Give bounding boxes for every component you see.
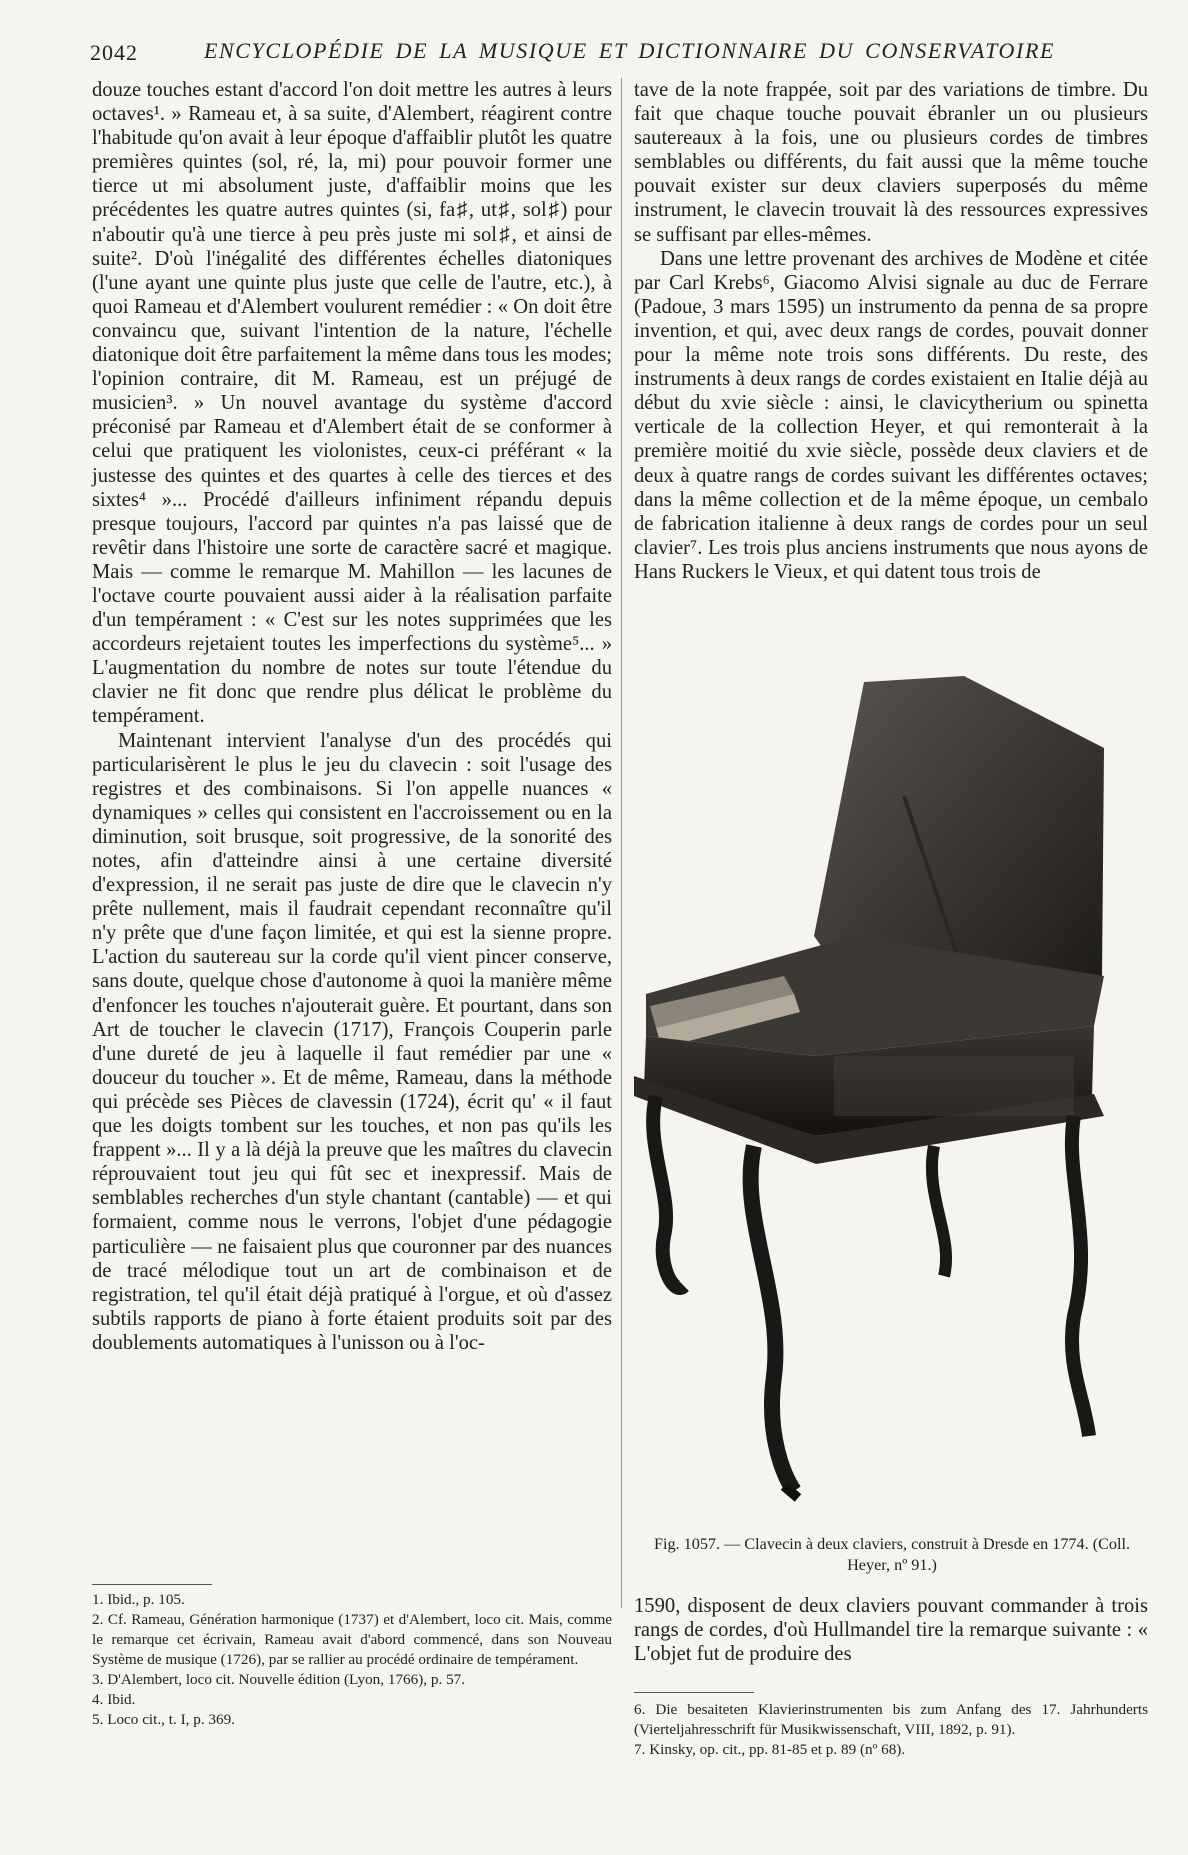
left-paragraph-1: douze touches estant d'accord l'on doit mettre les autres à leurs octaves¹. » Rameau et, à sa suite, d'Alembert, réagirent contre l'habitude qu'on avait à leur époque d'affaiblir plutôt les quatre premières quintes (sol, ré, la, mi) pour pouvoir former une tierce ut mi absolument juste, d'affaiblir moins que les précédentes les quatre autres quintes (si, fa♯, ut♯, sol♯) pour n'aboutir qu'à une tierce à peu près juste mi sol♯, et ainsi de suite². D'où l'inégalité des différentes échelles diatoniques (l'une ayant une quinte plus juste que celle de l'autre, etc.), à quoi Rameau et d'Alembert voulurent remédier : « On doit être convaincu que, suivant l'intention de la nature, l'échelle diatonique doit être parfaitement la même dans tous les modes; l'opinion contraire, dit M. Rameau, est un préjugé de musicien³. » Un nouvel avantage du système d'accord préconisé par Rameau et d'Alembert était de se conformer à celui que pratiquent les violonistes, ceux-ci préférant « la justesse des quintes et des quartes à celle des tierces et des sixtes⁴ »... Procédé d'ailleurs infiniment répandu depuis presque toujours, l'accord par quintes n'a pas laissé que de revêtir dans l'histoire une sorte de caractère sacré et magique. Mais — comme le remarque M. Mahillon — les lacunes de l'octave courte pouvaient aussi aider à la réalisation parfaite d'un tempérament : « C'est sur les notes supprimées que les accordeurs rejetaient toutes les imperfections du système⁵... » L'augmentation du nombre de notes sur toute l'étendue du clavier ne fit donc que rendre plus délicat le problème du tempérament.: [92, 79, 612, 728]
right-paragraph-3: 1590, disposent de deux claviers pouvant commander à trois rangs de cordes, d'où Hullmandel tire la remarque suivante : « L'objet fut de produire des: [634, 1595, 1148, 1666]
page-header: [0, 0, 1188, 70]
figure-caption: Fig. 1057. — Clavecin à deux claviers, construit à Dresde en 1774. (Coll. Heyer, nº 91.): [653, 1535, 1131, 1574]
footnotes-right: [634, 1700, 1148, 1760]
right-column: [634, 78, 1148, 584]
footnote-3: 3. D'Alembert, loco cit. Nouvelle édition (Lyon, 1766), p. 57.: [92, 1671, 466, 1688]
footnote-6: 6. Die besaiteten Klavierinstrumenten bis zum Anfang des 17. Jahrhunderts (Vierteljahresschrift für Musikwissenschaft, VIII, 1892, p. 91).: [634, 1701, 1148, 1738]
footnote-5: 5. Loco cit., t. I, p. 369.: [92, 1711, 235, 1728]
harpsichord-illustration: [634, 676, 1148, 1526]
right-column-continuation: [634, 1594, 1148, 1666]
left-column: [92, 78, 612, 1355]
right-paragraph-2: Dans une lettre provenant des archives de Modène et citée par Carl Krebs⁶, Giacomo Alvisi signale au duc de Ferrare (Padoue, 3 mars 1595) un instrumento da penna de sa propre invention, et qui, avec deux rangs de cordes, pouvait donner pour la même note trois sons différents. Du reste, des instruments à deux rangs de cordes existaient en Italie déjà au début du xvie siècle : ainsi, le clavicytherium ou spinetta verticale de la collection Heyer, et qui remonterait à la première moitié du xvie siècle, possède deux claviers et de deux à quatre rangs de cordes suivant les différentes octaves; dans la même collection et de la même époque, un cembalo de fabrication italienne à deux rangs de cordes pour un seul clavier⁷. Les trois plus anciens instruments que nous ayons de Hans Ruckers le Vieux, et qui datent tous trois de: [634, 247, 1148, 583]
column-divider: [621, 78, 622, 1608]
footnotes-left: [92, 1590, 612, 1730]
footnote-7: 7. Kinsky, op. cit., pp. 81-85 et p. 89 (nº 68).: [634, 1741, 906, 1758]
footnote-rule-right: [634, 1692, 754, 1693]
running-title: ENCYCLOPÉDIE DE LA MUSIQUE ET DICTIONNAIRE DU CONSERVATOIRE: [204, 38, 1056, 63]
footnote-4: 4. Ibid.: [92, 1691, 136, 1708]
footnote-2: 2. Cf. Rameau, Génération harmonique (1737) et d'Alembert, loco cit. Mais, comme le remarque cet écrivain, Rameau avait d'abord commencé, dans son Nouveau Système de musique (1726), par se rallier au procédé ordinaire de tempérament.: [92, 1611, 612, 1668]
harpsichord-figure: [634, 676, 1148, 1526]
page-number: 2042: [90, 40, 138, 65]
footnote-1: 1. Ibid., p. 105.: [92, 1591, 185, 1608]
left-paragraph-2: Maintenant intervient l'analyse d'un des procédés qui particularisèrent le plus le jeu du clavecin : soit l'usage des registres et des combinaisons. Si l'on appelle nuances « dynamiques » celles qui consistent en l'accroissement ou en la diminution, soit brusque, soit progressive, de la sonorité des notes, afin d'atteindre ainsi à une certaine diversité d'expression, il ne serait pas juste de dire que le clavecin n'y prête nullement, mais il faudrait cependant reconnaître qu'il n'y prête que d'une façon limitée, et qui est la sienne propre. L'action du sautereau sur la corde qu'il vient pincer conserve, sans doute, quelque chose d'autonome à quoi la manière même d'enfoncer les touches n'ajouterait guère. Et pourtant, dans son Art de toucher le clavecin (1717), François Couperin parle d'une dureté de jeu à laquelle il faut remédier par une « douceur du toucher ». Et de même, Rameau, dans la méthode qui précède ses Pièces de clavessin (1724), écrit qu' « il faut que les doigts tombent sur les touches, et non pas qu'ils les frappent »... Il y a là déjà la preuve que les maîtres du clavecin réprouvaient tout jeu qui fût sec et inexpressif. Mais de semblables recherches d'un style chantant (cantable) — et qui formaient, comme nous le verrons, l'objet d'une pédagogie particulière — ne faisaient plus que couronner par des nuances de tracé mélodique tout un art de combinaison et de registration, tel qu'il était déjà pratiqué à l'orgue, et où d'assez subtils rapports de piano à forte étaient produits soit par des doublements automatiques à l'unisson ou à l'oc-: [92, 729, 612, 1354]
right-paragraph-1: tave de la note frappée, soit par des variations de timbre. Du fait que chaque touche pouvait ébranler un ou plusieurs sautereaux à la fois, une ou plusieurs cordes de timbres semblables ou différents, du fait aussi que la même touche pouvait exister sur deux claviers superposés du même instrument, le clavecin trouvait là des ressources expressives se suffisant par elles-mêmes.: [634, 79, 1148, 246]
footnote-rule-left: [92, 1584, 212, 1585]
